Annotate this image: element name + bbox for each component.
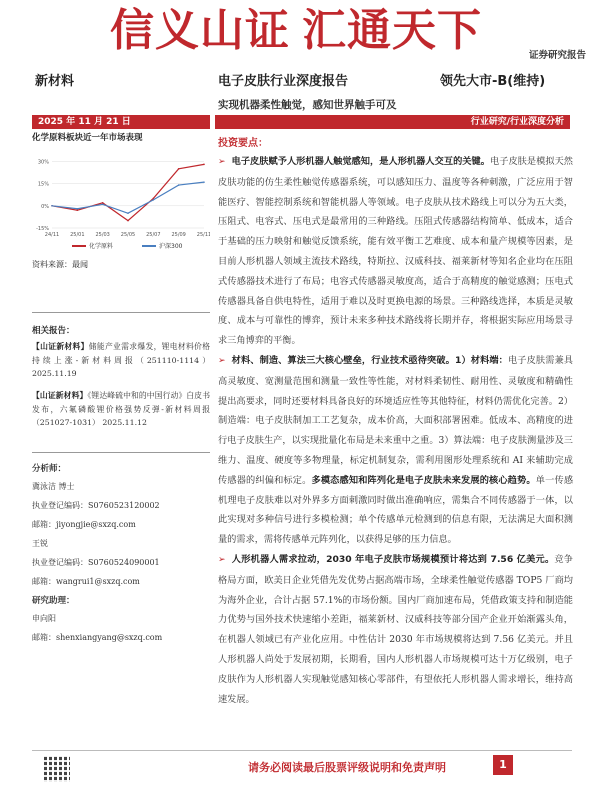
data-point [203, 164, 205, 166]
series-line-chem [52, 164, 204, 220]
analysts-block [32, 463, 210, 651]
bullet-arrow-icon: ➢ [218, 554, 226, 565]
data-point [178, 168, 180, 170]
date-bar: 2025 年 11 月 21 日 [32, 115, 210, 129]
footer [0, 746, 600, 800]
data-point [178, 184, 180, 186]
footer-divider [32, 750, 572, 751]
market-chart-svg [32, 148, 210, 258]
data-point [77, 208, 79, 210]
bullet-arrow-icon: ➢ [218, 157, 226, 167]
section-title: 投资要点： [218, 138, 268, 149]
report-kind: 证券研究报告 [528, 50, 586, 61]
related-title: 相关报告： [32, 326, 75, 336]
bullet-arrow-icon: ➢ [218, 355, 226, 366]
series-line-csi300 [52, 182, 204, 213]
company-logo: 信义山证 汇通天下 [110, 5, 482, 56]
rating-label: 领先大市-B(维持) [440, 74, 546, 89]
qr-code-icon [44, 756, 70, 782]
chart-source: 资料来源：最闻 [32, 260, 88, 269]
market-chart [32, 148, 210, 258]
related-reports [32, 324, 210, 438]
divider [32, 452, 210, 453]
analyst-license: 执业登记编码：S0760523120002 [32, 500, 160, 510]
data-point [127, 220, 129, 222]
analysts-title: 分析师： [32, 464, 67, 474]
report-subtitle: 实现机器柔性触觉，感知世界触手可及 [218, 99, 397, 111]
chart-title-block [32, 132, 210, 145]
y-tick-label: 15% [37, 181, 49, 188]
disclaimer-text: 请务必阅读最后股票评级说明和免责声明 [248, 761, 446, 774]
category-bar: 行业研究/行业深度分析 [215, 115, 570, 129]
analyst-email[interactable]: 邮箱：jiyongjie@sxzq.com [32, 519, 136, 529]
header-banner [0, 0, 600, 62]
divider [32, 312, 210, 313]
report-title: 电子皮肤行业深度报告 [218, 74, 349, 89]
x-tick-label: 25/07 [146, 232, 161, 238]
legend-label: 化学原料 [89, 243, 114, 250]
x-tick-label: 25/11 [196, 232, 210, 238]
assistant-title: 研究助理： [32, 595, 75, 606]
analyst-name: 冀泳洁 博士 [32, 481, 75, 491]
investment-highlights [218, 136, 573, 709]
x-tick-label: 25/05 [120, 232, 136, 238]
data-point [153, 199, 155, 201]
paragraph-1: ➢ 电子皮肤赋予人形机器人触觉感知，是人形机器人交互的关键。电子皮肤是模拟天然皮肤功能的仿生柔性触觉传感器系统，可以感知压力、温度等各种刺激，广泛应用于智能医疗、智能控制系统和智能机器人等领域。电子皮肤从技术路线上可以分为五大类，压阻式、电容式、压电式是最常用的三种路线。压阻式传感器结构简单、低成本，适合于基础的压力映射和触觉反馈系统，能有效平衡工艺难度、成本和量产规模等因素，是目前人形机器人领域主流技术路线，特斯拉、汉威科技、福莱新材等知名企业均在压阻式传感器技术进行了布局；电容式传感器灵敏度高，适合于高精度的触觉感测；压电式传感器具备自供电特性，适用于难以及时更换电源的场景。三种路线选择，本质是灵敏度、成本与可靠性的博弈，预计未来多种技术路线将长期并存，将根据实际应用场景寻求三角博弈的平衡。 [218, 156, 573, 347]
analyst-license: 执业登记编码：S0760524090001 [32, 557, 160, 567]
paragraph-2: ➢ 材料、制造、算法三大核心壁垒，行业技术亟待突破。1）材料端：电子皮肤需兼具高灵敏度、宽测量范围和测量一致性等性能，对材料柔韧性、耐用性、灵敏度和精确性提出高要求，同时还要材料具备良好的环境适应性等其他特征，材料仍需优化完善。2）制造端：电子皮肤制加工工艺复杂，成本价高，大面积部署困难。低成本、高精度的进行电子皮肤生产，以实现批量化布局是未来重中之重。3）算法端：电子皮肤测量涉及三维力、温度、硬度等多物理量，标定机制复杂，需利用图形处理系统和 AI 来辅助完成传感器的纠偏和标定。多模态感知和阵列化是电子皮肤未来发展的核心趋势。单一传感机理电子皮肤难以对外界多方面刺激同时做出准确响应，需集合不同传感器于一体，以此实现对多种信号进行多模检测；单个传感单元检测到的信息有限，无法满足大面积测量的需求，需将传感单元阵列化，以获得足够的压力信息。 [218, 354, 574, 546]
data-point [127, 212, 129, 214]
data-point [51, 205, 53, 207]
data-point [203, 181, 205, 183]
x-tick-label: 25/01 [70, 232, 85, 238]
assistant-email[interactable]: 邮箱：shenxiangyang@sxzq.com [32, 632, 163, 642]
analyst-email[interactable]: 邮箱：wangrui1@sxzq.com [32, 576, 140, 586]
paragraph-3: ➢ 人形机器人需求拉动，2030 年电子皮肤市场规模预计将达到 7.56 亿美元。竞争格局方面，欧美日企业凭借先发优势占据高端市场，全球柔性触觉传感器 TOP5 厂商均为海外企业，合计占据 57.1%的市场份额。国内厂商加速布局，凭借政策支持和制造能力优势与国外技术快速缩小差距，福莱新材、汉威科技等部分国产企业开始渐露头角，在机器人领域已有产业化应用。中性估计 2030 年市场规模将达到 7.56 亿美元。并且人形机器人尚处于发展初期，长期看，国内人形机器人市场规模可达十万亿级别，电子皮肤作为人形机器人实现触觉感知核心零部件，有望依托人形机器人需求增长，维持高速发展。 [218, 553, 573, 705]
data-point [77, 209, 79, 211]
title-row [0, 66, 600, 94]
chart-title: 化学原料板块近一年市场表现 [32, 133, 143, 143]
legend-label: 沪深300 [159, 243, 183, 250]
related-report-item[interactable]: 【山证新材料】储能产业需求爆发，锂电材料价格持续上涨-新材料周报（251110-1114） 2025.11.19 [32, 342, 210, 379]
sector-label: 新材料 [35, 74, 75, 89]
related-report-item[interactable]: 【山证新材料】《锂达峰硫中和的中国行动》白皮书发布，六氟磷酸锂价格强势反弹-新材料周报（251027-1031） 2025.11.12 [32, 390, 211, 428]
x-tick-label: 24/11 [44, 232, 60, 238]
x-tick-label: 25/09 [171, 232, 186, 238]
analyst-name: 王锐 [32, 538, 48, 548]
data-point [102, 202, 104, 204]
x-tick-label: 25/03 [95, 232, 110, 238]
data-point [102, 204, 104, 206]
y-tick-label: 0% [41, 203, 49, 210]
y-tick-label: 30% [37, 159, 49, 166]
page-number: 1 [493, 755, 513, 775]
y-tick-label: -15% [36, 226, 49, 232]
assistant-name: 申向阳 [32, 613, 56, 623]
